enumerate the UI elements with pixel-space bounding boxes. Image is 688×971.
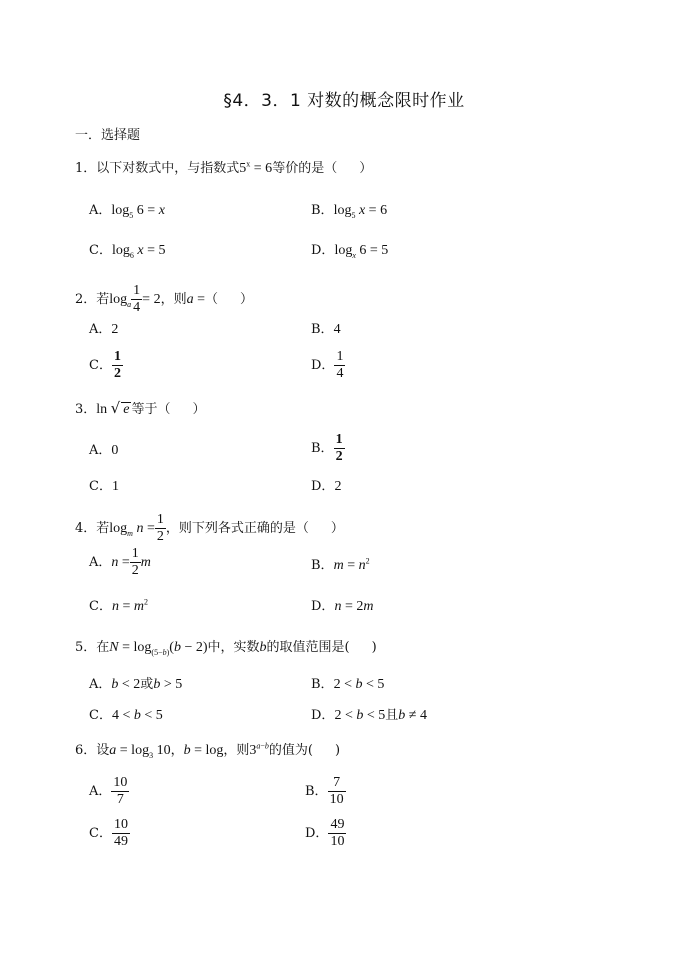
q2-option-d[interactable]: D． $\frac{1}{4}$ — [311, 349, 344, 381]
q5-option-d[interactable]: D．2 < b < 5且b ≠ 4 — [311, 708, 427, 723]
q3-option-b[interactable]: B． $\frac{1}{2}$ — [311, 432, 343, 464]
q1-option-d[interactable]: D．$\log_x 6 = 5$ — [311, 243, 389, 260]
question-2: 2．若$\log_a$ $\frac{1}{4}$ = 2，则a =（ ） — [75, 283, 254, 315]
q3-option-c[interactable]: C．1 — [89, 479, 119, 494]
q4-option-d[interactable]: D．n = 2m — [311, 599, 374, 614]
q6-option-a[interactable]: A． $\frac{10}{7}$ — [89, 775, 128, 807]
question-3: 3．ln √ e 等于（ ） — [75, 399, 206, 417]
q2-option-c[interactable]: C． $\frac{1}{2}$ — [89, 349, 121, 381]
q5-option-c[interactable]: C．4 < b < 5 — [89, 708, 163, 723]
q1-option-b[interactable]: B．$\log_5 x = 6$ — [311, 203, 388, 220]
q5-option-a[interactable]: A．b < 2或b > 5 — [89, 677, 183, 692]
question-1: 1．以下对数式中，与指数式$5^x = 6$等价的是（ ） — [75, 159, 373, 176]
q2-option-b[interactable]: B．4 — [311, 322, 341, 337]
q6-option-d[interactable]: D． $\frac{49}{10}$ — [305, 817, 345, 849]
q3-option-a[interactable]: A．0 — [89, 443, 119, 458]
q4-option-a[interactable]: A．n = $\frac{1}{2}$ m — [89, 546, 151, 578]
q4-option-c[interactable]: C．$n = m^2$ — [89, 597, 148, 614]
q1-option-c[interactable]: C．$\log_6 x = 5$ — [89, 243, 166, 260]
question-5: 5．在$N = \log_{(5-b)}(b - 2)$中，实数b的取值范围是( ) — [75, 640, 377, 657]
q2-option-a[interactable]: A．2 — [89, 322, 119, 337]
question-6: 6．设$a = \log_3 10$，b = log，则$3^{a-b}$的值为( ) — [75, 741, 341, 760]
question-4: 4．若$\log_m n$ = $\frac{1}{2}$ ，则下列各式正确的是（ ） — [75, 512, 344, 544]
page-title: §4．3．1 对数的概念限时作业 — [223, 91, 465, 111]
section-heading: 一．选择题 — [75, 128, 141, 143]
q6-option-b[interactable]: B． $\frac{7}{10}$ — [305, 775, 344, 807]
q6-option-c[interactable]: C． $\frac{10}{49}$ — [89, 817, 128, 849]
q3-option-d[interactable]: D．2 — [311, 479, 342, 494]
q1-option-a[interactable]: A．$\log_5 6 = x$ — [89, 203, 165, 220]
q5-option-b[interactable]: B．2 < b < 5 — [311, 677, 385, 692]
q4-option-b[interactable]: B．$m = n^2$ — [311, 556, 370, 573]
